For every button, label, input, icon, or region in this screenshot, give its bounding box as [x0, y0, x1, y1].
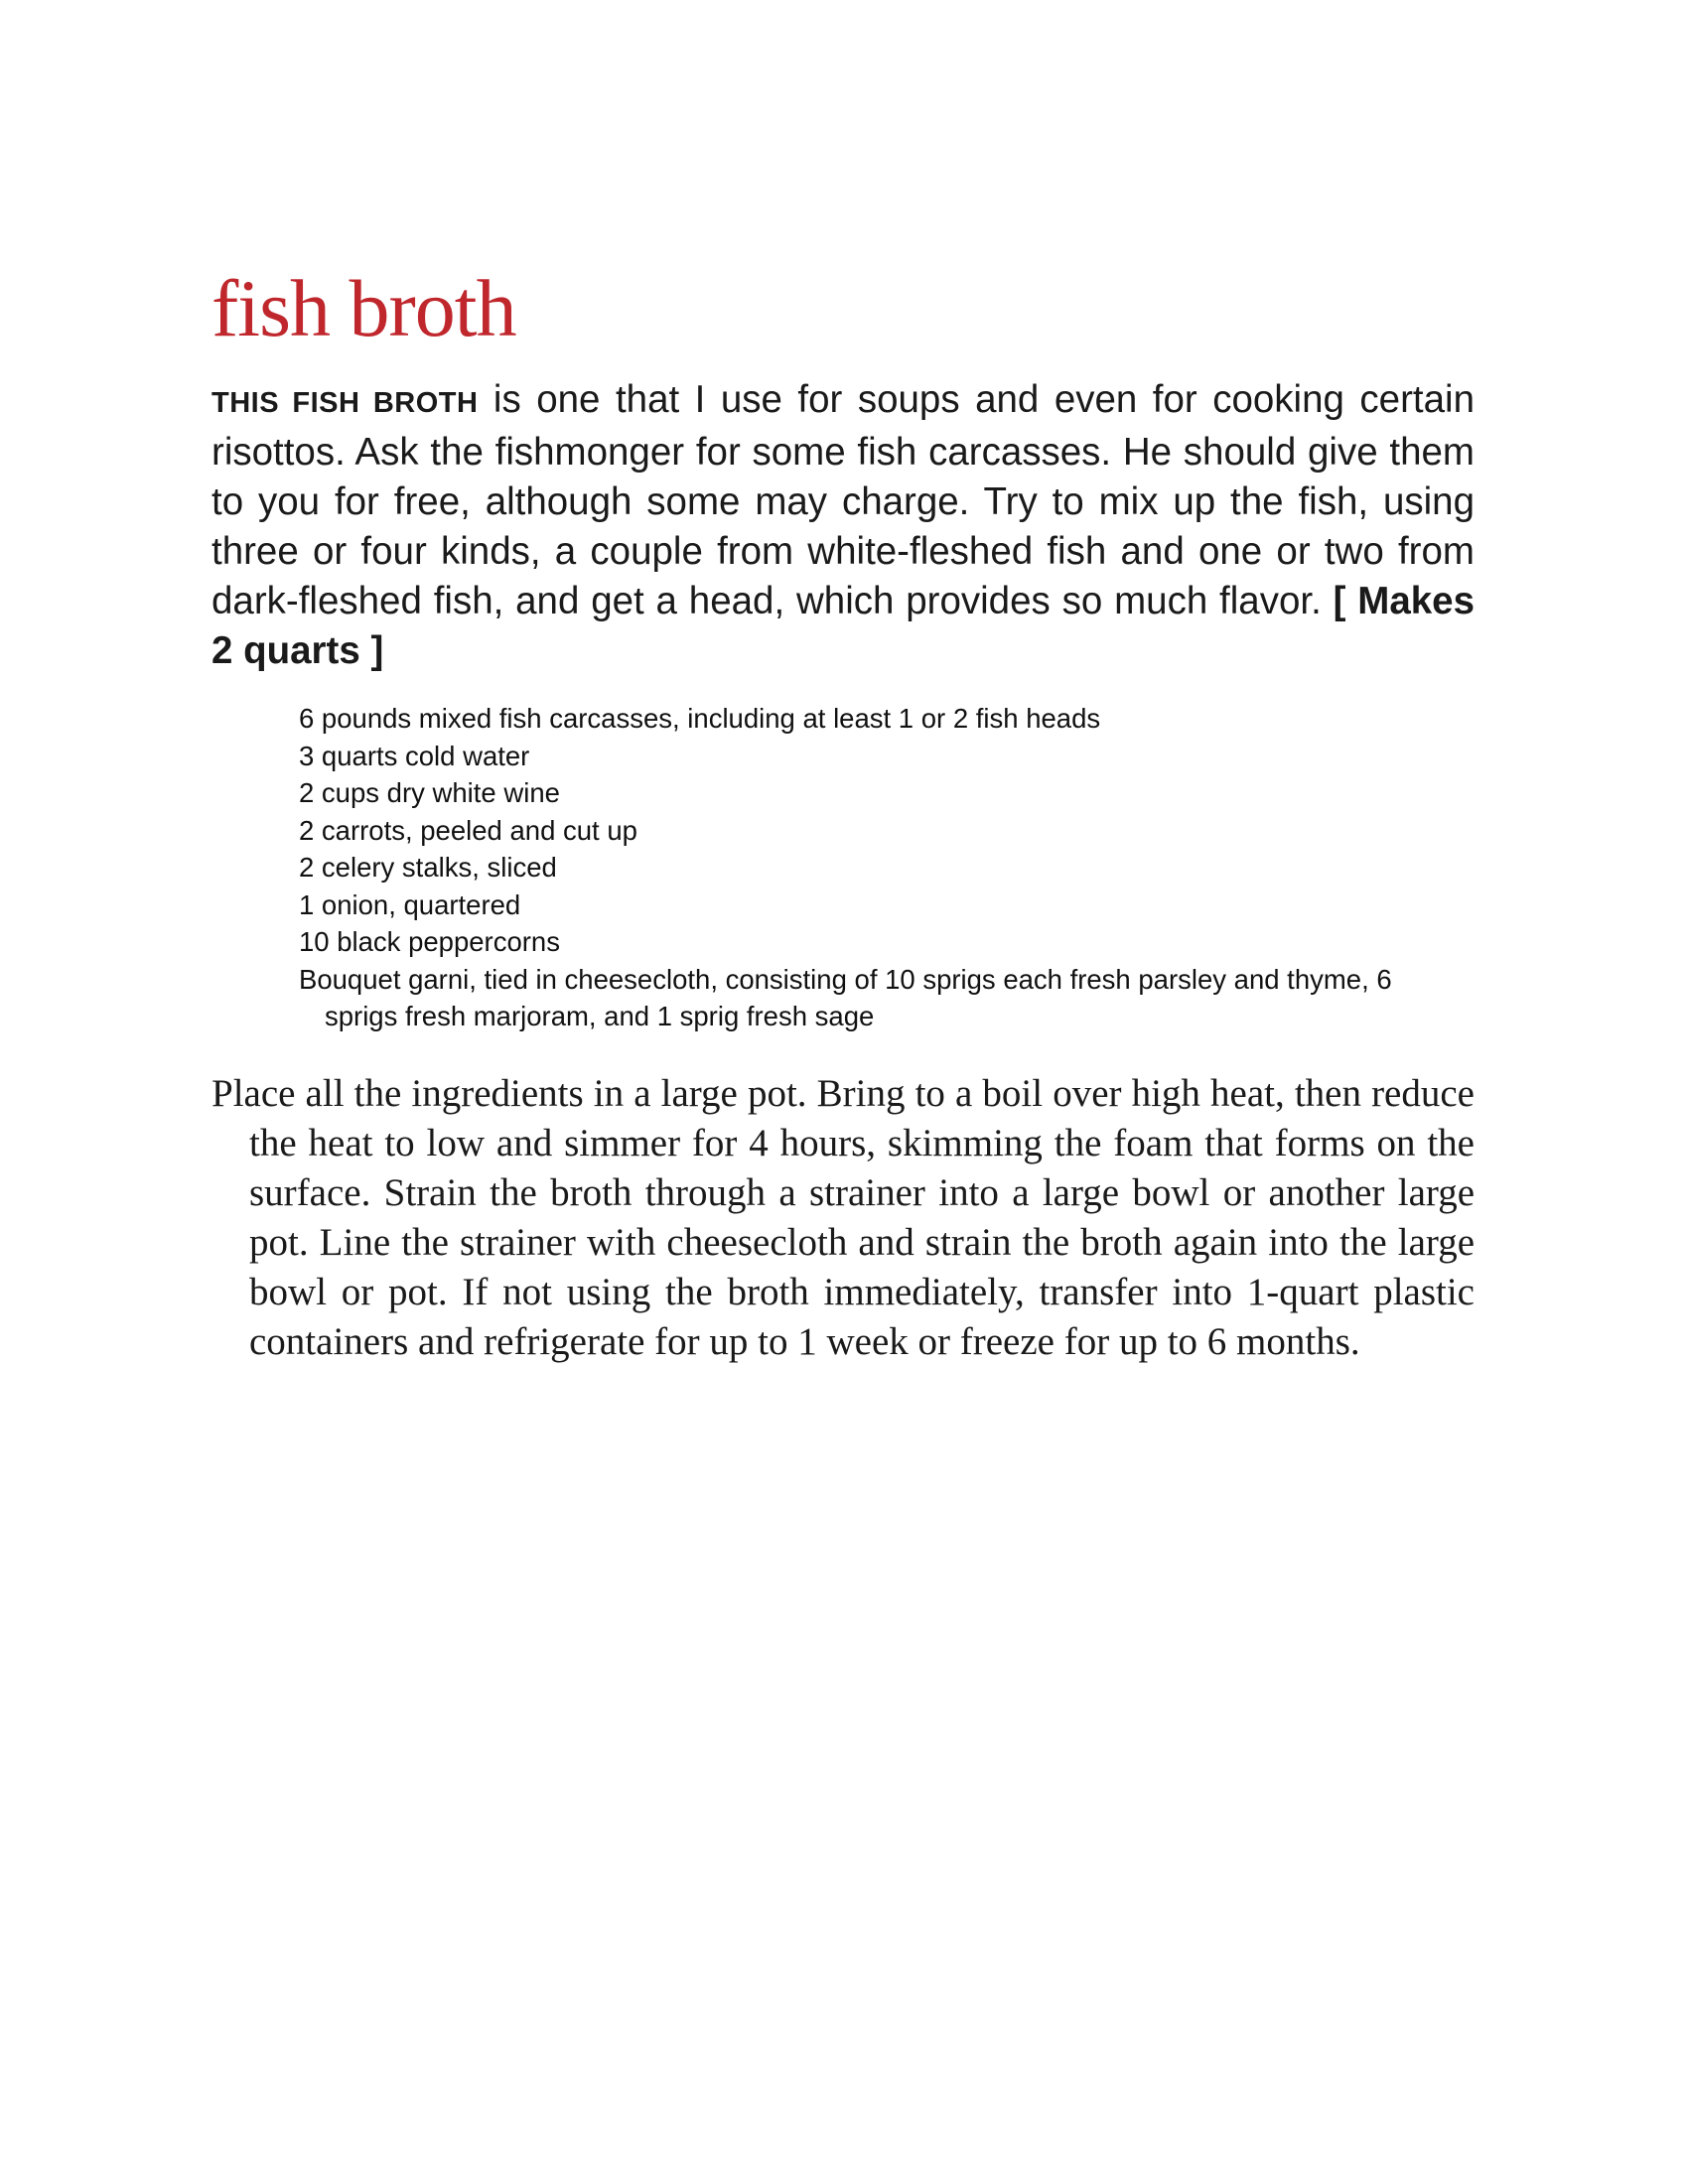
ingredient-item: 2 carrots, peeled and cut up [299, 814, 637, 846]
ingredient-item: 6 pounds mixed fish carcasses, including at least 1 or 2 fish heads [299, 703, 1101, 734]
recipe-content [211, 263, 1475, 1367]
intro-text: is one that I use for soups and even for cooking certain risottos. Ask the fishmonger for some fish carcasses. He should give them to you for free, although some may charge. Try to mix up the fish, using three or four kinds, a couple from white-fleshed fish and one or two from dark-fleshed fish, and get a head, which provides so much flavor. [211, 378, 1475, 622]
ingredient-item: 10 black peppercorns [299, 926, 560, 957]
ingredient-list [299, 700, 1461, 1035]
recipe-method: Place all the ingredients in a large pot. Bring to a boil over high heat, then reduce the heat to low and simmer for 4 hours, skimming the foam that forms on the surface. Strain the broth through a strainer into a large bowl or another large pot. Line the strainer with cheesecloth and strain the broth again into the large bowl or pot. If not using the broth immediately, transfer into 1-quart plastic containers and refrigerate for up to 1 week or freeze for up to 6 months. [211, 1071, 1475, 1363]
ingredient-item: 2 celery stalks, sliced [299, 852, 557, 883]
ingredient-item: 2 cups dry white wine [299, 777, 560, 808]
recipe-title: fish broth [211, 263, 516, 353]
ingredient-item: Bouquet garni, tied in cheesecloth, consisting of 10 sprigs each fresh parsley and thyme, 6 sprigs fresh marjoram, and 1 sprig fresh sage [299, 963, 1392, 1031]
intro-lead: THIS FISH BROTH [211, 387, 479, 419]
ingredient-item: 1 onion, quartered [299, 888, 521, 920]
recipe-yield: [ Makes 2 quarts ] [211, 580, 1475, 672]
ingredient-item: 3 quarts cold water [299, 740, 530, 771]
recipe-intro [211, 375, 1475, 676]
